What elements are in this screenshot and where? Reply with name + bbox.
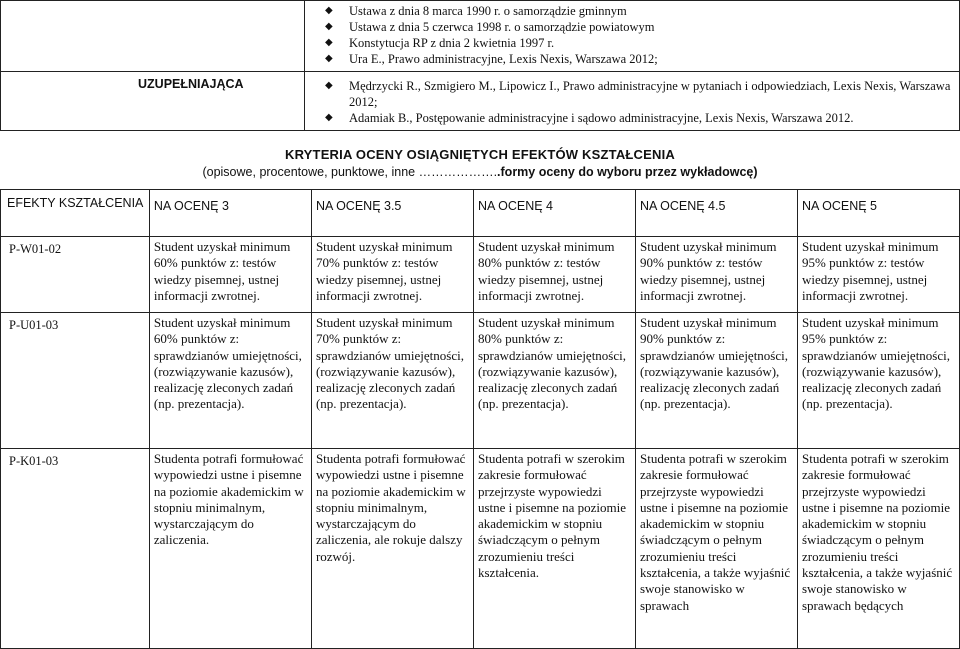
- grade-header-3: NA OCENĘ 3: [149, 190, 311, 237]
- effect-code: P-K01-03: [1, 449, 150, 649]
- literature-supplementary-list-cell: [305, 72, 960, 131]
- criterion-cell: Student uzyskał minimum 80% punktów z: testów wiedzy pisemnej, ustnej informacji zwrotnej.: [473, 237, 635, 313]
- criteria-subtitle-bold: .formy oceny do wyboru przez wykładowcę): [497, 165, 758, 179]
- criterion-cell: Student uzyskał minimum 95% punktów z: sprawdzianów umiejętności, (rozwiązywanie kazusów), realizację zleconych zadań (np. prezentacja).: [797, 313, 959, 449]
- bullet-icon: ◆: [325, 37, 333, 48]
- grade-header-5: NA OCENĘ 5: [797, 190, 959, 237]
- criterion-cell: Studenta potrafi w szerokim zakresie formułować przejrzyste wypowiedzi ustne i pisemne na poziomie akademickim w stopniu świadczącym o pełnym zrozumieniu treści kształcenia, a także wyjaśnić swoje stanowisko w sprawach będących: [797, 449, 959, 649]
- literature-supplementary-row: [1, 72, 960, 131]
- literature-basic-list: [305, 1, 959, 69]
- criterion-cell: Student uzyskał minimum 90% punktów z: sprawdzianów umiejętności, (rozwiązywanie kazusów), realizację zleconych zadań (np. prezentacja).: [635, 313, 797, 449]
- list-item: ◆ Ustawa z dnia 8 marca 1990 r. o samorządzie gminnym: [325, 4, 627, 18]
- grade-header-3-5: NA OCENĘ 3.5: [311, 190, 473, 237]
- list-item: ◆ Ustawa z dnia 5 czerwca 1998 r. o samorządzie powiatowym: [325, 20, 655, 34]
- bullet-icon: ◆: [325, 112, 333, 123]
- table-row: [1, 237, 960, 313]
- literature-basic-list-cell: [305, 1, 960, 72]
- bullet-icon: ◆: [325, 21, 333, 32]
- criteria-heading: [0, 131, 960, 189]
- criterion-cell: Student uzyskał minimum 60% punktów z: testów wiedzy pisemnej, ustnej informacji zwrotnej.: [149, 237, 311, 313]
- effect-code: P-W01-02: [1, 237, 150, 313]
- effect-code: P-U01-03: [1, 313, 150, 449]
- bullet-icon: ◆: [325, 80, 333, 91]
- criterion-cell: Studenta potrafi formułować wypowiedzi ustne i pisemne na poziomie akademickim w stopniu minimalnym, wystarczającym do zaliczenia, ale rokuje dalszy rozwój.: [311, 449, 473, 649]
- criteria-subtitle-normal: (opisowe, procentowe, punktowe, inne ……………….: [202, 165, 498, 179]
- list-item: ◆ Konstytucja RP z dnia 2 kwietnia 1997 r.: [325, 36, 555, 50]
- grade-header-4: NA OCENĘ 4: [473, 190, 635, 237]
- criteria-subtitle: [0, 164, 960, 180]
- list-item: ◆ Mędrzycki R., Szmigiero M., Lipowicz I., Prawo administracyjne w pytaniach i odpowiedziach, Lexis Nexis, Warszawa 2012;: [325, 79, 951, 109]
- bullet-icon: ◆: [325, 53, 333, 64]
- criteria-title: KRYTERIA OCENY OSIĄGNIĘTYCH EFEKTÓW KSZTAŁCENIA: [284, 147, 676, 162]
- literature-supplementary-list: [305, 72, 959, 128]
- supplementary-label: UZUPEŁNIAJĄCA: [1, 72, 305, 131]
- grading-header-row: [1, 190, 960, 237]
- criterion-cell: Studenta potrafi w szerokim zakresie formułować przejrzyste wypowiedzi ustne i pisemne na poziomie akademickim w stopniu świadczącym o pełnym zrozumieniu treści kształcenia.: [473, 449, 635, 649]
- criterion-cell: Student uzyskał minimum 70% punktów z: testów wiedzy pisemnej, ustnej informacji zwrotnej.: [311, 237, 473, 313]
- list-item: ◆ Ura E., Prawo administracyjne, Lexis Nexis, Warszawa 2012;: [325, 52, 658, 66]
- criterion-cell: Student uzyskał minimum 60% punktów z: sprawdzianów umiejętności, (rozwiązywanie kazusów), realizację zleconych zadań (np. prezentacja).: [149, 313, 311, 449]
- literature-table: [0, 0, 960, 131]
- literature-basic-row: [1, 1, 960, 72]
- table-row: [1, 449, 960, 649]
- grading-table: [0, 189, 960, 649]
- criterion-cell: Student uzyskał minimum 95% punktów z: testów wiedzy pisemnej, ustnej informacji zwrotnej.: [797, 237, 959, 313]
- grade-header-4-5: NA OCENĘ 4.5: [635, 190, 797, 237]
- criterion-cell: Student uzyskał minimum 70% punktów z: sprawdzianów umiejętności, (rozwiązywanie kazusów), realizację zleconych zadań (np. prezentacja).: [311, 313, 473, 449]
- table-row: [1, 313, 960, 449]
- literature-basic-label-cell: [1, 1, 305, 72]
- bullet-icon: ◆: [325, 5, 333, 16]
- list-item: ◆ Adamiak B., Postępowanie administracyjne i sądowo administracyjne, Lexis Nexis, Warszawa 2012.: [325, 111, 854, 125]
- criterion-cell: Student uzyskał minimum 90% punktów z: testów wiedzy pisemnej, ustnej informacji zwrotnej.: [635, 237, 797, 313]
- criterion-cell: Studenta potrafi w szerokim zakresie formułować przejrzyste wypowiedzi ustne i pisemne na poziomie akademickim w stopniu świadczącym o pełnym zrozumieniu treści kształcenia, a także wyjaśnić swoje stanowisko w sprawach: [635, 449, 797, 649]
- criterion-cell: Studenta potrafi formułować wypowiedzi ustne i pisemne na poziomie akademickim w stopniu minimalnym, wystarczającym do zaliczenia.: [149, 449, 311, 649]
- criterion-cell: Student uzyskał minimum 80% punktów z: sprawdzianów umiejętności, (rozwiązywanie kazusów), realizację zleconych zadań (np. prezentacja).: [473, 313, 635, 449]
- effect-header: EFEKTY KSZTAŁCENIA: [1, 190, 150, 237]
